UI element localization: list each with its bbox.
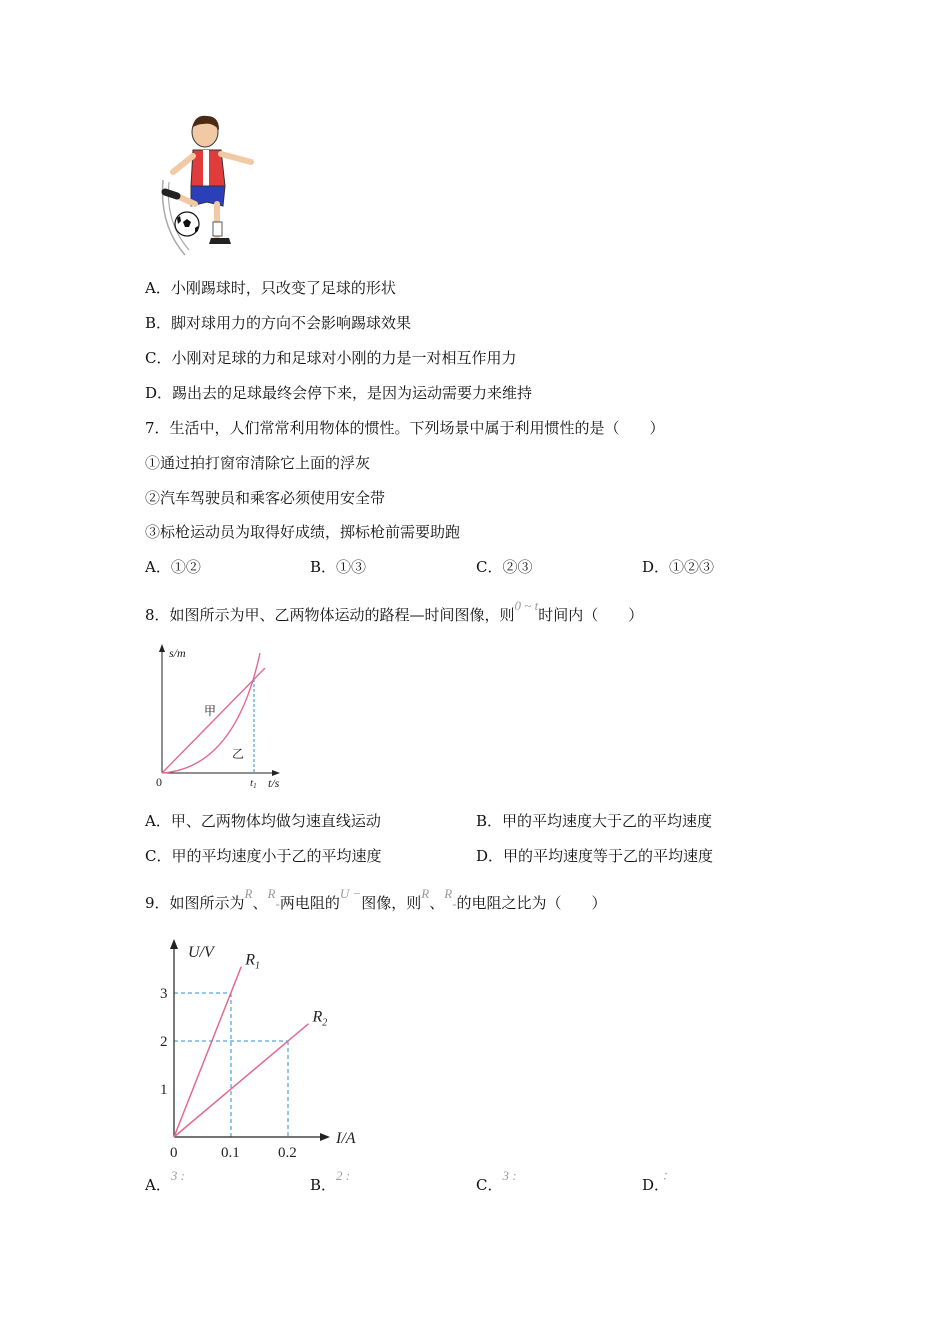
- q6-option-b[interactable]: B．脚对球用力的方向不会影响踢球效果: [145, 314, 412, 332]
- q9-option-b-math: 2 :: [336, 1168, 351, 1183]
- q9-y-tick-label: 2: [160, 1034, 168, 1050]
- q9-option-c-math: 3 :: [502, 1168, 517, 1183]
- q9-r2-math: R: [267, 886, 276, 901]
- q9-r4-sub: -: [452, 896, 457, 911]
- q7-item-3: ③标枪运动员为取得好成绩，掷标枪前需要助跑: [145, 523, 461, 541]
- q8-option-c[interactable]: C．甲的平均速度小于乙的平均速度: [145, 847, 382, 865]
- q9-series-label-2: $R_2$: [312, 1008, 328, 1029]
- q9-option-d-label: D．: [642, 1176, 662, 1194]
- q7-option-a[interactable]: A．①②: [145, 558, 201, 576]
- q9-r3-math: R: [421, 886, 430, 901]
- q9-sep-1: 、: [252, 894, 268, 912]
- q9-stem-part-b: 两电阻的: [279, 894, 340, 912]
- q8-option-b[interactable]: B．甲的平均速度大于乙的平均速度: [476, 812, 713, 830]
- q8-stem-part-a: 8．如图所示为甲、乙两物体运动的路程—时间图像，则: [145, 606, 515, 624]
- q9-option-a[interactable]: [145, 1168, 185, 1196]
- q7-item-2: ②汽车驾驶员和乘客必须使用安全带: [145, 489, 386, 507]
- q9-x-tick-label: 0.1: [221, 1145, 240, 1161]
- q9-option-c[interactable]: [476, 1168, 517, 1196]
- q7-option-d[interactable]: D．①②③: [642, 558, 715, 576]
- q9-option-d-math: ：: [661, 1168, 675, 1183]
- q9-r2-sub: -: [275, 896, 280, 911]
- q9-option-b-label: B．: [310, 1176, 337, 1194]
- boy-kicking-ball-figure: [155, 110, 265, 260]
- q9-option-d[interactable]: [642, 1168, 675, 1196]
- q8-series-jia-label: 甲: [204, 704, 217, 718]
- q6-option-a[interactable]: A．小刚踢球时，只改变了足球的形状: [145, 279, 396, 297]
- q8-ylabel: s/m: [169, 646, 186, 660]
- q9-r1-math: R: [244, 886, 253, 901]
- q7-option-b[interactable]: B．①③: [310, 558, 367, 576]
- q9-option-c-label: C．: [476, 1176, 503, 1194]
- q6-option-c[interactable]: C．小刚对足球的力和足球对小刚的力是一对相互作用力: [145, 349, 517, 367]
- q8-t1-label: t1: [250, 777, 257, 790]
- q8-st-chart: [150, 640, 300, 795]
- q7-option-c[interactable]: C．②③: [476, 558, 533, 576]
- q8-option-a[interactable]: A．甲、乙两物体均做匀速直线运动: [145, 812, 381, 830]
- q8-stem-math: 0 ~ t: [514, 598, 539, 613]
- q8-series-yi-label: 乙: [232, 747, 245, 761]
- q9-stem: [145, 886, 607, 914]
- q9-sep-2: 、: [429, 894, 445, 912]
- q9-x-tick-label: 0: [170, 1145, 178, 1161]
- q8-xlabel: t/s: [268, 776, 280, 790]
- q9-y-tick-label: 1: [160, 1082, 168, 1098]
- q9-option-a-math: 3 :: [170, 1168, 185, 1183]
- q6-option-d[interactable]: D．踢出去的足球最终会停下来，是因为运动需要力来维持: [145, 384, 533, 402]
- q9-option-b[interactable]: [310, 1168, 351, 1196]
- q9-x-tick-label: 0.2: [278, 1145, 297, 1161]
- q7-item-1: ①通过拍打窗帘清除它上面的浮灰: [145, 454, 371, 472]
- q9-series-label-1: $R_1$: [245, 951, 261, 972]
- q9-ui-chart: [150, 935, 380, 1165]
- q9-ylabel: U/V: [188, 944, 214, 961]
- q9-r4-math: R: [444, 886, 453, 901]
- q9-stem-part-d: 的电阻之比为（ ）: [456, 894, 607, 912]
- q8-option-d[interactable]: D．甲的平均速度等于乙的平均速度: [476, 847, 714, 865]
- q9-option-a-label: A．: [145, 1176, 171, 1194]
- q9-stem-part-c: 图像，则: [361, 894, 422, 912]
- q8-stem: [145, 598, 644, 626]
- q8-origin-label: 0: [156, 775, 162, 789]
- q9-xlabel: I/A: [336, 1130, 356, 1147]
- q7-stem: 7．生活中，人们常常利用物体的惯性。下列场景中属于利用惯性的是（ ）: [145, 419, 665, 437]
- q8-stem-part-b: 时间内（ ）: [538, 606, 644, 624]
- q8-series-jia-line: [162, 668, 265, 773]
- q9-ui-math: U −: [339, 886, 362, 901]
- q9-stem-part-a: 9．如图所示为: [145, 894, 245, 912]
- q9-y-tick-label: 3: [160, 986, 168, 1002]
